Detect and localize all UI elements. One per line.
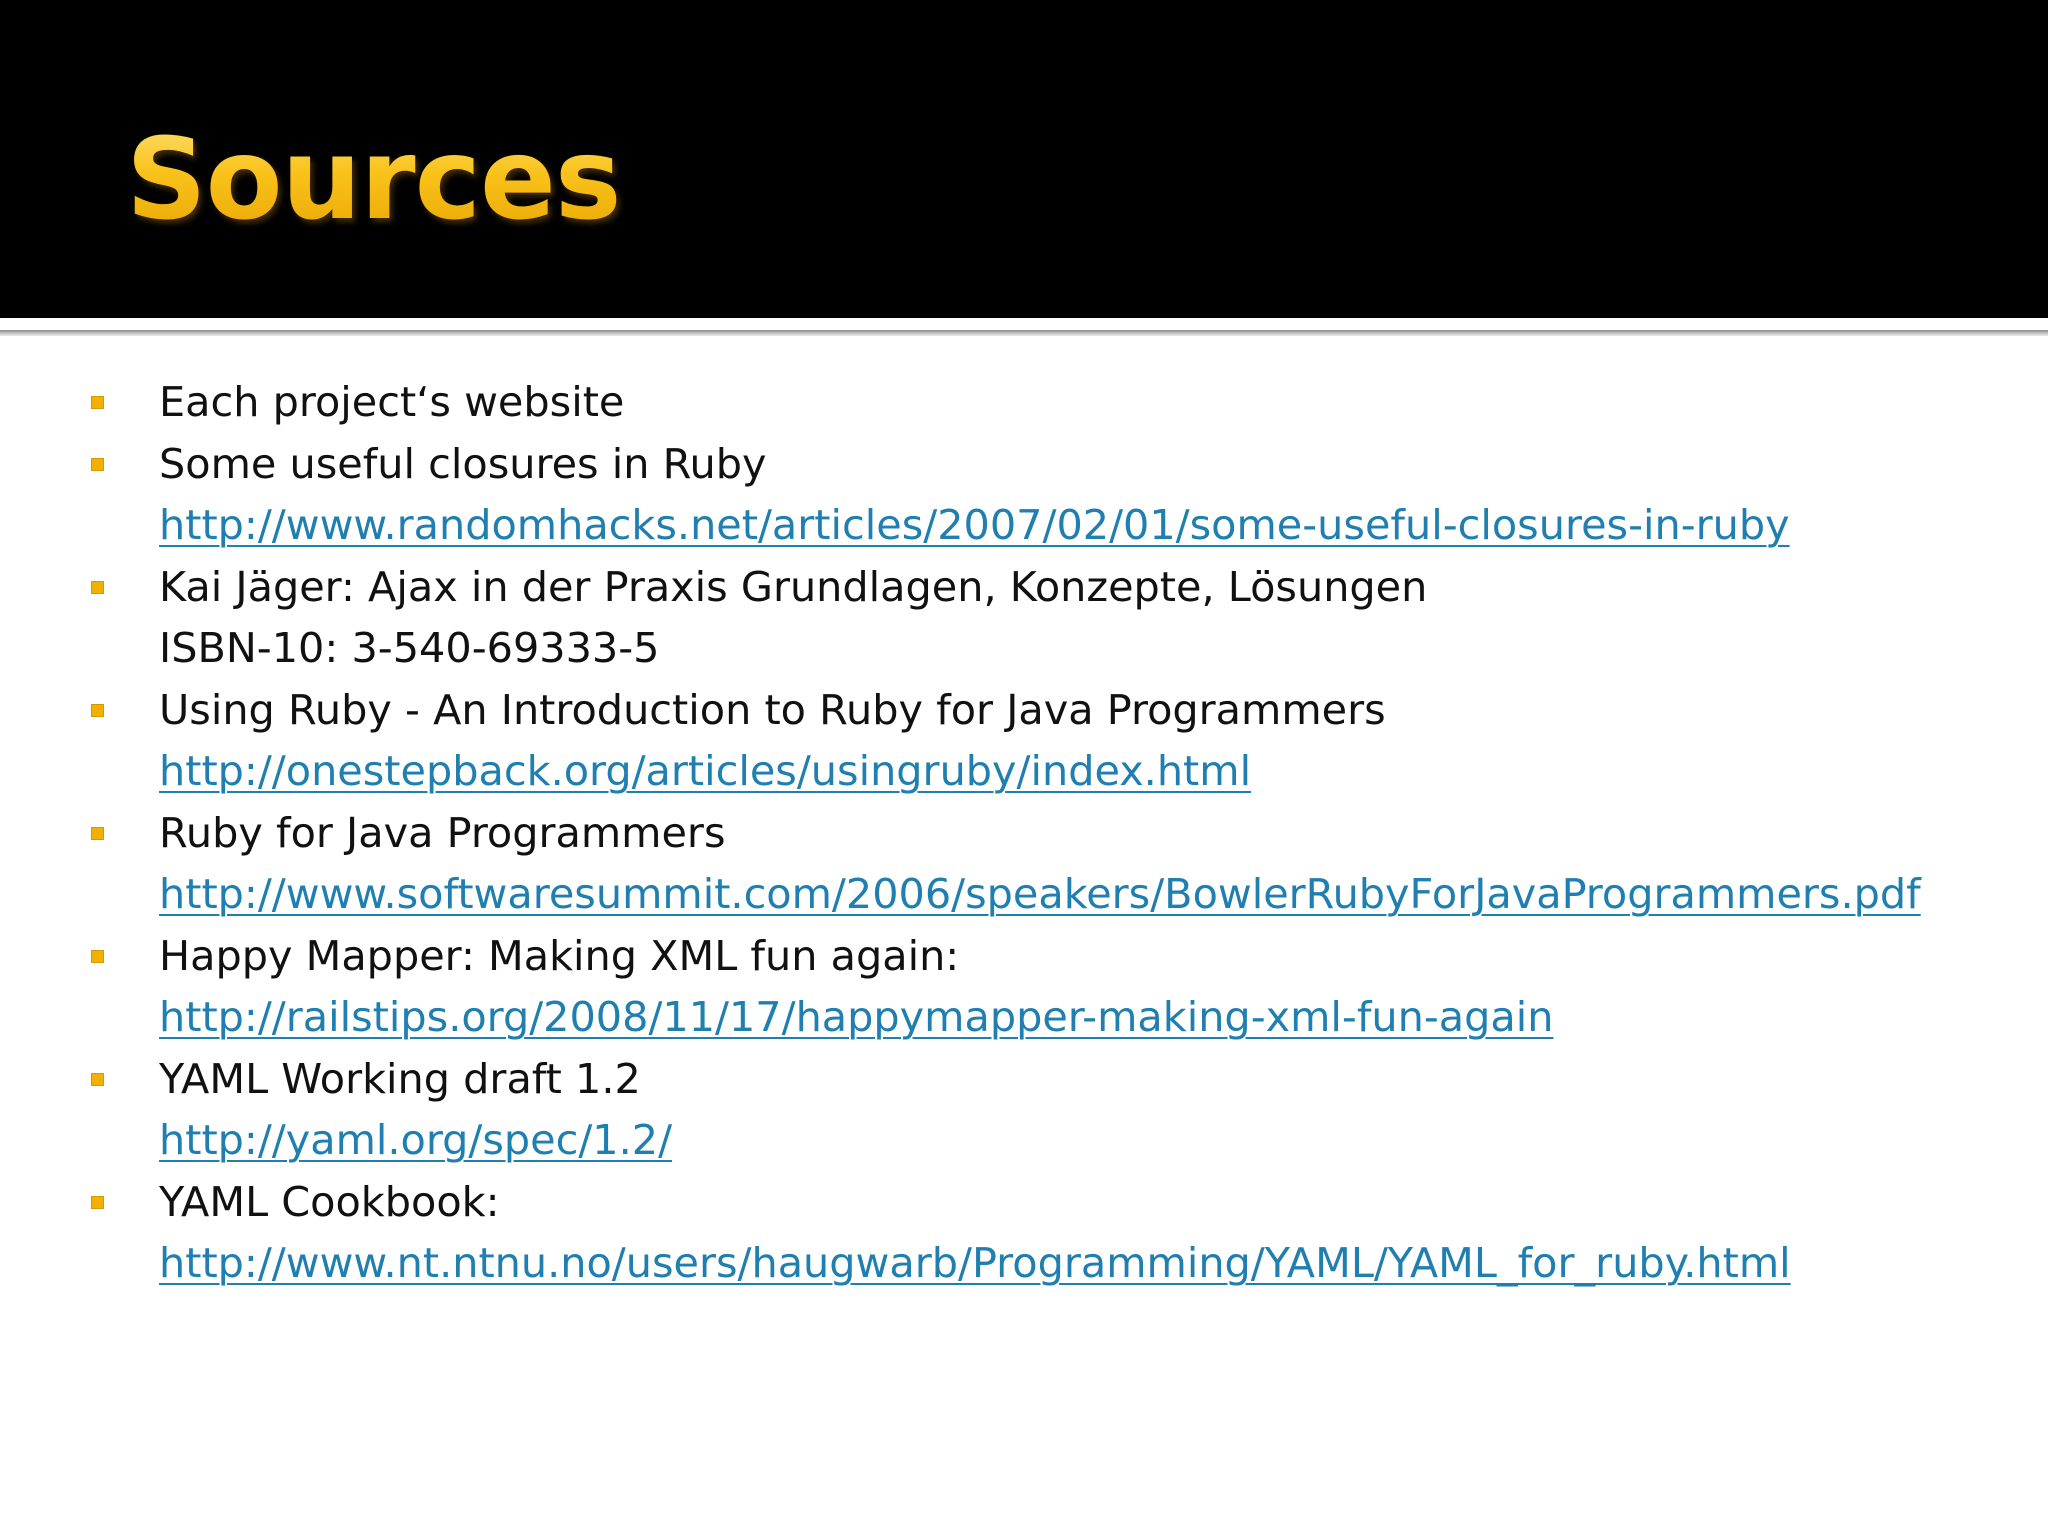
source-list (0, 372, 2048, 1295)
list-item (0, 434, 2048, 557)
source-link[interactable]: http://railstips.org/2008/11/17/happymapper-making-xml-fun-again (159, 993, 1554, 1041)
source-title: Using Ruby - An Introduction to Ruby for Java Programmers (159, 685, 1386, 734)
list-item (0, 1049, 2048, 1172)
list-item (0, 557, 2048, 680)
source-title: Each project‘s website (159, 378, 625, 426)
source-link[interactable]: http://www.randomhacks.net/articles/2007/02/01/some-useful-closures-in-ruby (159, 501, 1790, 549)
square-bullet-icon (91, 1073, 104, 1086)
source-title: Kai Jäger: Ajax in der Praxis Grundlagen, Konzepte, Lösungen (159, 562, 1428, 611)
square-bullet-icon (91, 704, 104, 717)
source-title: Ruby for Java Programmers (159, 808, 726, 857)
square-bullet-icon (91, 827, 104, 840)
square-bullet-icon (91, 581, 104, 594)
source-link[interactable]: http://yaml.org/spec/1.2/ (159, 1116, 673, 1164)
source-title: Some useful closures in Ruby (159, 439, 767, 488)
source-link[interactable]: http://www.nt.ntnu.no/users/haugwarb/Programming/YAML/YAML_for_ruby.html (159, 1239, 1791, 1287)
source-title: YAML Cookbook: (159, 1177, 500, 1226)
source-isbn: ISBN-10: 3-540-69333-5 (159, 624, 660, 672)
slide-title: Sources (126, 112, 621, 248)
source-title: Happy Mapper: Making XML fun again: (159, 931, 960, 980)
list-item (0, 1172, 2048, 1295)
list-item (0, 803, 2048, 926)
square-bullet-icon (91, 396, 104, 409)
title-divider (0, 330, 2048, 336)
title-divider-gap (0, 318, 2048, 330)
title-bar (0, 0, 2048, 318)
source-link[interactable]: http://onestepback.org/articles/usingruby/index.html (159, 747, 1252, 795)
square-bullet-icon (91, 458, 104, 471)
source-title: YAML Working draft 1.2 (159, 1054, 641, 1103)
square-bullet-icon (91, 1196, 104, 1209)
list-item (0, 372, 2048, 434)
list-item (0, 926, 2048, 1049)
list-item (0, 680, 2048, 803)
source-link[interactable]: http://www.softwaresummit.com/2006/speakers/BowlerRubyForJavaProgrammers.pdf (159, 870, 1921, 918)
square-bullet-icon (91, 950, 104, 963)
